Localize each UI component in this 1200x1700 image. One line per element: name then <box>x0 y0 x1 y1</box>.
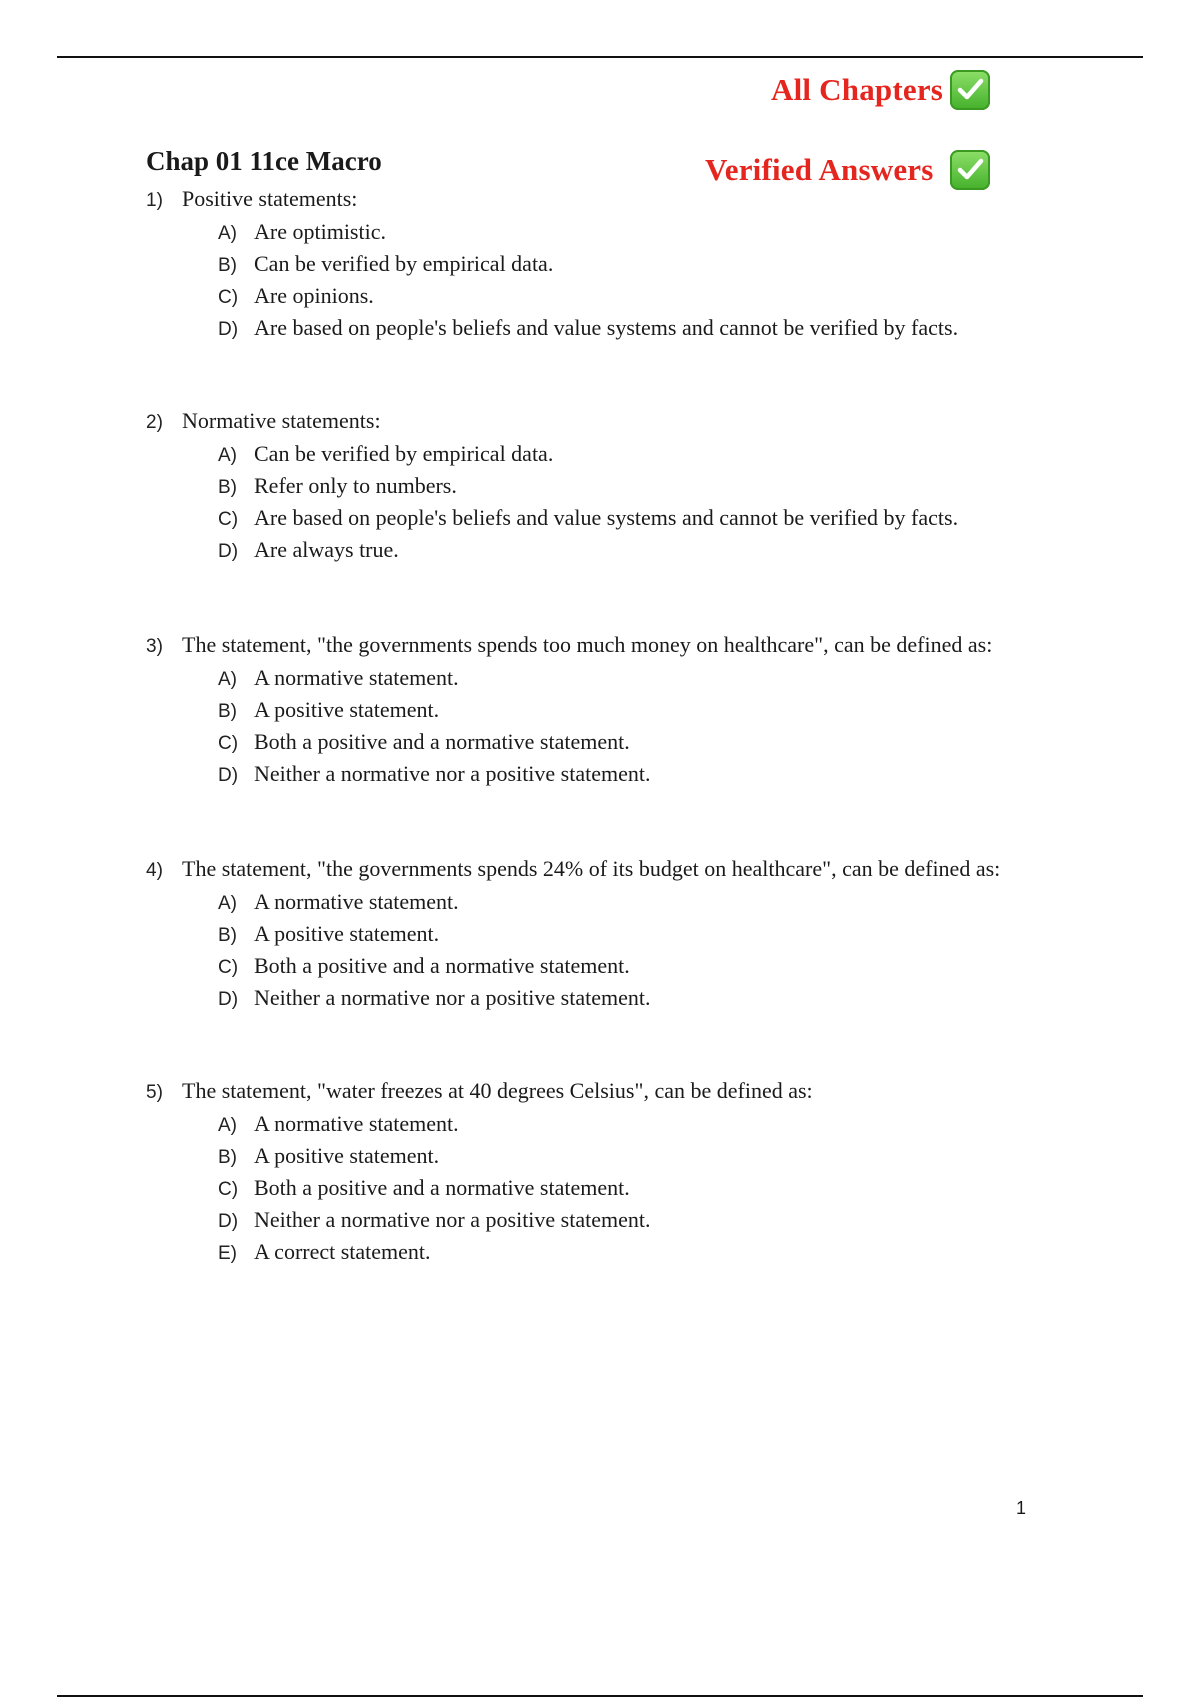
option-letter: C) <box>218 733 239 754</box>
answer-option <box>218 471 1146 503</box>
answer-option <box>218 759 1146 791</box>
option-letter: D) <box>218 1211 239 1232</box>
answer-options <box>146 439 1146 567</box>
answer-option <box>218 249 1146 281</box>
answer-option <box>218 217 1146 249</box>
answer-option <box>218 1205 1146 1237</box>
question-stem <box>146 855 1146 883</box>
answer-option <box>218 1141 1146 1173</box>
option-text: Are based on people's beliefs and value systems and cannot be verified by facts. <box>254 505 959 530</box>
option-text: Are always true. <box>254 537 399 562</box>
option-text: Can be verified by empirical data. <box>254 251 554 276</box>
option-text: Both a positive and a normative statement. <box>254 729 630 754</box>
option-text: Both a positive and a normative statement. <box>254 1175 630 1200</box>
check-mark-icon <box>950 70 990 110</box>
bottom-rule <box>57 1695 1143 1697</box>
option-text: A positive statement. <box>254 1143 440 1168</box>
question-stem <box>146 407 1146 435</box>
option-letter: C) <box>218 287 239 308</box>
question-number: 4) <box>146 860 163 881</box>
answer-option <box>218 983 1146 1015</box>
option-text: Are optimistic. <box>254 219 386 244</box>
option-letter: B) <box>218 1147 237 1168</box>
option-letter: B) <box>218 255 237 276</box>
check-mark-icon <box>950 150 990 190</box>
question-stem <box>146 1077 1146 1105</box>
question-number: 3) <box>146 636 163 657</box>
question-stem <box>146 631 1146 659</box>
option-letter: C) <box>218 509 239 530</box>
option-letter: B) <box>218 477 237 498</box>
option-letter: C) <box>218 957 239 978</box>
option-letter: A) <box>218 445 237 466</box>
option-text: A normative statement. <box>254 665 459 690</box>
question-number: 2) <box>146 412 163 433</box>
option-letter: D) <box>218 319 239 340</box>
option-letter: B) <box>218 701 237 722</box>
answer-options <box>146 217 1146 345</box>
option-letter: A) <box>218 1115 237 1136</box>
top-rule <box>57 56 1143 58</box>
verified-answers-label: Verified Answers <box>705 152 934 187</box>
option-letter: A) <box>218 669 237 690</box>
answer-option <box>218 439 1146 471</box>
option-text: Both a positive and a normative statement. <box>254 953 630 978</box>
option-text: Can be verified by empirical data. <box>254 441 554 466</box>
answer-option <box>218 1237 1146 1269</box>
answer-option <box>218 695 1146 727</box>
answer-option <box>218 313 1146 345</box>
answer-option <box>218 951 1146 983</box>
question-number: 1) <box>146 190 163 211</box>
option-text: Are based on people's beliefs and value systems and cannot be verified by facts. <box>254 315 959 340</box>
question-text: The statement, "water freezes at 40 degrees Celsius", can be defined as: <box>182 1078 813 1103</box>
answer-option <box>218 281 1146 313</box>
question-2 <box>146 407 1146 567</box>
option-letter: A) <box>218 223 237 244</box>
option-letter: A) <box>218 893 237 914</box>
answer-options <box>146 1109 1146 1269</box>
question-text: The statement, "the governments spends 24% of its budget on healthcare", can be defined as: <box>182 856 1001 881</box>
verified-answers-banner <box>705 150 990 190</box>
question-text: Normative statements: <box>182 408 381 433</box>
answer-options <box>146 663 1146 791</box>
option-text: A normative statement. <box>254 1111 459 1136</box>
question-4 <box>146 855 1146 1015</box>
option-text: A positive statement. <box>254 697 440 722</box>
question-text: Positive statements: <box>182 186 358 211</box>
option-letter: D) <box>218 541 239 562</box>
option-text: Refer only to numbers. <box>254 473 457 498</box>
question-number: 5) <box>146 1082 163 1103</box>
option-letter: C) <box>218 1179 239 1200</box>
option-text: A normative statement. <box>254 889 459 914</box>
page-number: 1 <box>1016 1498 1027 1518</box>
option-letter: B) <box>218 925 237 946</box>
question-3 <box>146 631 1146 791</box>
option-letter: E) <box>218 1243 237 1264</box>
all-chapters-banner <box>771 70 990 110</box>
answer-option <box>218 1173 1146 1205</box>
option-text: A positive statement. <box>254 921 440 946</box>
option-text: A correct statement. <box>254 1239 431 1264</box>
answer-option <box>218 919 1146 951</box>
option-text: Neither a normative nor a positive statement. <box>254 1207 651 1232</box>
question-stem <box>146 185 1146 213</box>
option-text: Neither a normative nor a positive statement. <box>254 985 651 1010</box>
answer-options <box>146 887 1146 1015</box>
question-5 <box>146 1077 1146 1269</box>
answer-option <box>218 727 1146 759</box>
question-text: The statement, "the governments spends too much money on healthcare", can be defined as: <box>182 632 993 657</box>
answer-option <box>218 887 1146 919</box>
option-letter: D) <box>218 765 239 786</box>
option-text: Are opinions. <box>254 283 374 308</box>
question-1 <box>146 185 1146 345</box>
option-text: Neither a normative nor a positive statement. <box>254 761 651 786</box>
all-chapters-label: All Chapters <box>771 72 944 107</box>
answer-option <box>218 503 1146 535</box>
option-letter: D) <box>218 989 239 1010</box>
document-title: Chap 01 11ce Macro <box>146 146 382 176</box>
answer-option <box>218 1109 1146 1141</box>
answer-option <box>218 663 1146 695</box>
answer-option <box>218 535 1146 567</box>
